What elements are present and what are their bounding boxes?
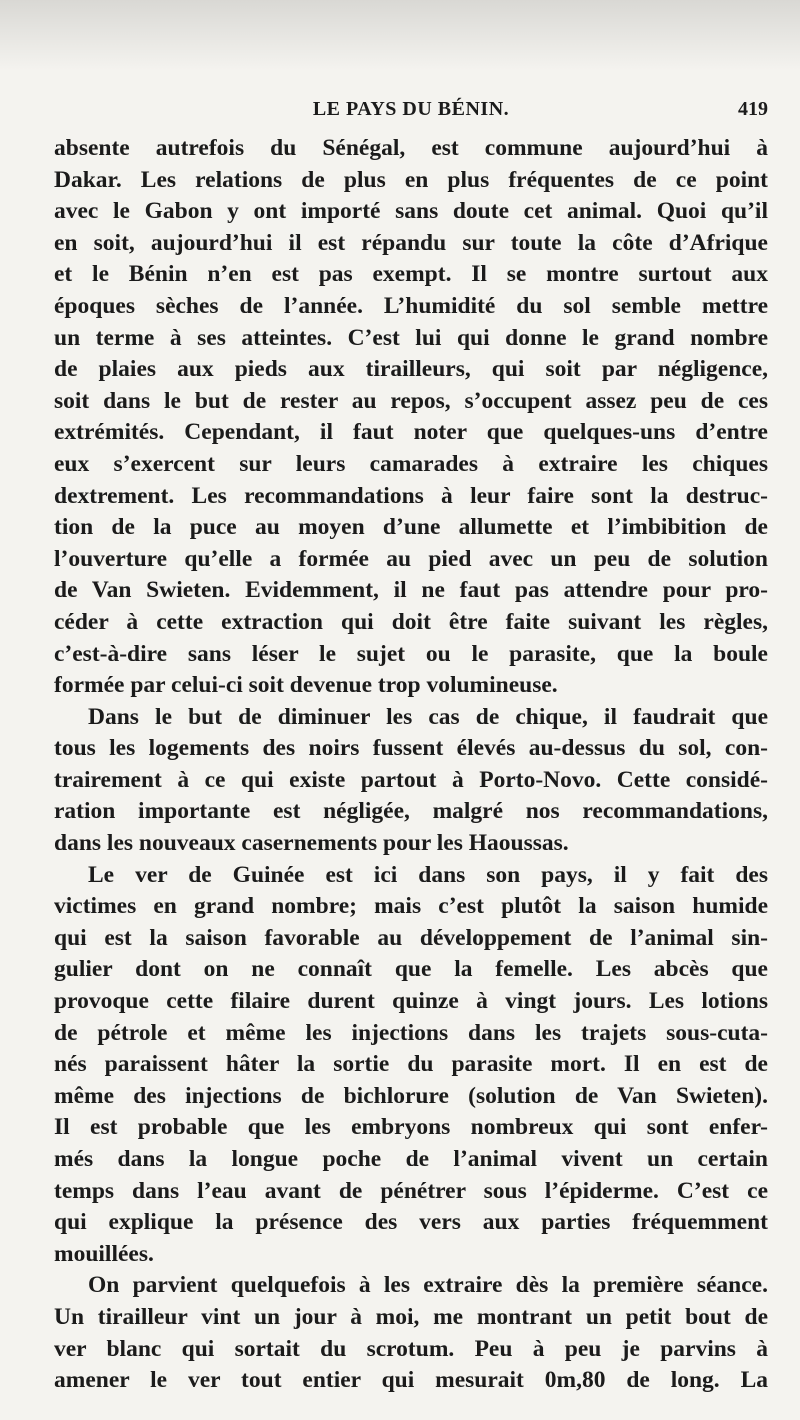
text-line: céder à cette extraction qui doit être faite suivant les règles, <box>54 608 768 635</box>
text-line: més dans la longue poche de l’animal vivent un certain <box>54 1146 768 1172</box>
text-line: qui est la saison favorable au développement de l’animal sin- <box>54 924 768 951</box>
page-number: 419 <box>738 98 768 120</box>
text-line: dextrement. Les recommandations à leur faire sont la destruc- <box>54 482 768 509</box>
text-line: tion de la puce au moyen d’une allumette et l’imbibition de <box>54 514 768 541</box>
text-line: Le ver de Guinée est ici dans son pays, il y fait des <box>88 861 768 888</box>
text-line: extrémités. Cependant, il faut noter que quelques-uns d’entre <box>54 419 768 446</box>
page-edge-shadow <box>0 0 800 70</box>
text-line: trairement à ce qui existe partout à Porto-Novo. Cette considé- <box>54 766 768 793</box>
body-text <box>54 133 768 1397</box>
text-line: dans les nouveaux casernements pour les Haoussas. <box>54 830 569 857</box>
text-line: avec le Gabon y ont importé sans doute cet animal. Quoi qu’il <box>54 198 768 225</box>
text-line: qui explique la présence des vers aux parties fréquemment <box>54 1209 768 1236</box>
page-header <box>54 98 768 128</box>
text-line: victimes en grand nombre; mais c’est plutôt la saison humide <box>54 893 768 920</box>
text-line: de plaies aux pieds aux tirailleurs, qui soit par négligence, <box>54 356 768 383</box>
text-line: Dans le but de diminuer les cas de chique, il faudrait que <box>88 703 768 730</box>
text-line: en soit, aujourd’hui il est répandu sur toute la côte d’Afrique <box>54 229 768 256</box>
text-line: époques sèches de l’année. L’humidité du sol semble mettre <box>54 292 768 319</box>
text-line: un terme à ses atteintes. C’est lui qui donne le grand nombre <box>54 324 768 351</box>
text-line: provoque cette filaire durent quinze à vingt jours. Les lotions <box>54 988 768 1015</box>
text-line: l’ouverture qu’elle a formée au pied avec un peu de solution <box>54 545 768 572</box>
text-line: temps dans l’eau avant de pénétrer sous l’épiderme. C’est ce <box>54 1177 768 1204</box>
text-line: même des injections de bichlorure (solution de Van Swieten). <box>54 1082 768 1109</box>
text-line: eux s’exercent sur leurs camarades à extraire les chiques <box>54 450 768 477</box>
text-line: c’est-à-dire sans léser le sujet ou le parasite, que la boule <box>54 640 768 667</box>
text-line: formée par celui-ci soit devenue trop volumineuse. <box>54 672 558 699</box>
text-line: nés paraissent hâter la sortie du parasite mort. Il en est de <box>54 1051 768 1078</box>
text-line: gulier dont on ne connaît que la femelle. Les abcès que <box>54 956 768 983</box>
text-line: mouillées. <box>54 1240 154 1267</box>
text-line: tous les logements des noirs fussent élevés au-dessus du sol, con- <box>54 735 768 762</box>
running-title: LE PAYS DU BÉNIN. <box>312 98 510 120</box>
text-line: et le Bénin n’en est pas exempt. Il se montre surtout aux <box>54 261 768 288</box>
text-line: Dakar. Les relations de plus en plus fréquentes de ce point <box>54 166 768 193</box>
text-line: ver blanc qui sortait du scrotum. Peu à peu je parvins à <box>54 1335 768 1362</box>
text-line: ration importante est négligée, malgré nos recommandations, <box>54 798 768 825</box>
text-line: soit dans le but de rester au repos, s’occupent assez peu de ces <box>54 387 768 414</box>
text-line: amener le ver tout entier qui mesurait 0m,80 de long. La <box>54 1367 768 1394</box>
text-line: absente autrefois du Sénégal, est commune aujourd’hui à <box>54 135 768 161</box>
text-line: Il est probable que les embryons nombreux qui sont enfer- <box>54 1114 768 1141</box>
text-line: de Van Swieten. Evidemment, il ne faut pas attendre pour pro- <box>54 577 768 604</box>
text-line: On parvient quelquefois à les extraire dès la première séance. <box>88 1272 768 1299</box>
text-line: de pétrole et même les injections dans les trajets sous-cuta- <box>54 1019 768 1046</box>
text-line: Un tirailleur vint un jour à moi, me montrant un petit bout de <box>54 1303 768 1330</box>
